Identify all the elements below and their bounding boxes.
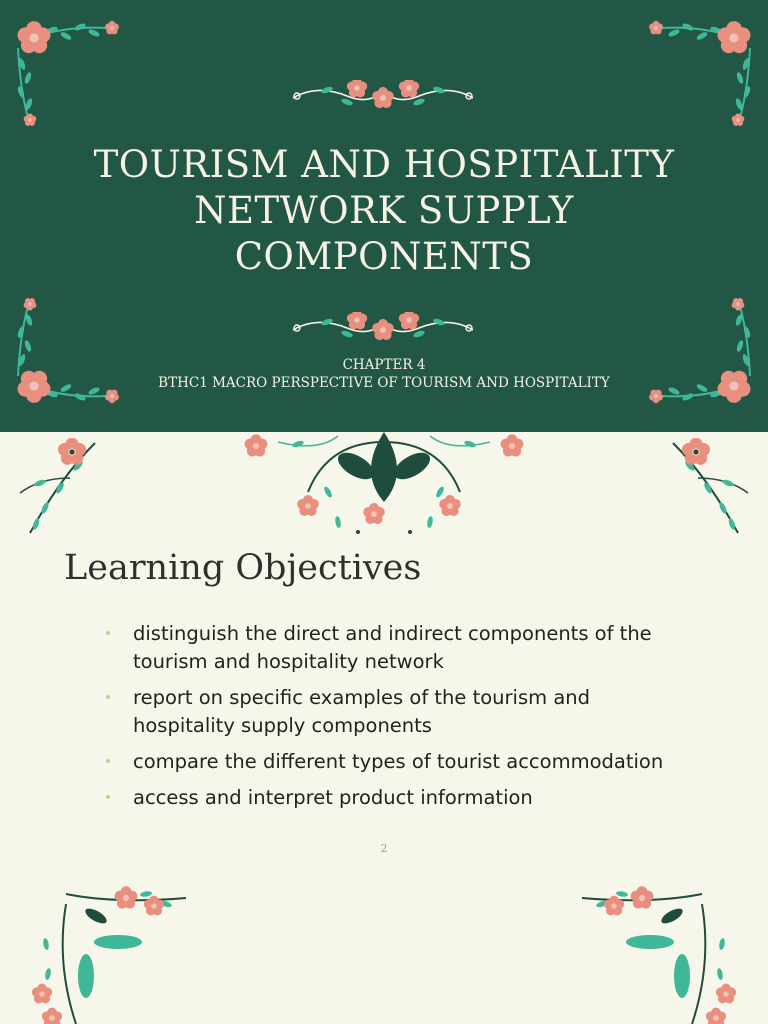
floral-spray-right — [668, 438, 768, 548]
objective-text: report on specific examples of the tourism and hospitality supply components — [133, 686, 591, 737]
list-item — [104, 784, 684, 812]
bullet-icon: • — [104, 690, 113, 706]
objectives-list — [104, 620, 684, 820]
section-heading: Learning Objectives — [64, 548, 422, 588]
objective-text: access and interpret product information — [133, 786, 533, 809]
corner-floral-bottom-left — [26, 884, 206, 1024]
list-item — [104, 620, 684, 676]
title-slide — [0, 0, 768, 432]
objective-text: distinguish the direct and indirect components of the tourism and hospitality network — [133, 622, 652, 673]
bullet-icon: • — [104, 754, 113, 770]
page-number: 2 — [380, 842, 388, 855]
course-label: BTHC1 MACRO PERSPECTIVE OF TOURISM AND HOSPITALITY — [158, 375, 610, 391]
floral-divider-bottom — [287, 312, 481, 346]
floral-centerpiece — [238, 432, 530, 550]
bullet-icon: • — [104, 790, 113, 806]
objective-text: compare the different types of tourist accommodation — [133, 750, 664, 773]
floral-spray-left — [0, 438, 100, 548]
list-item — [104, 748, 684, 776]
slide-title-line: NETWORK SUPPLY — [194, 189, 574, 232]
corner-floral-top-right — [640, 8, 760, 128]
slide-title-line: COMPONENTS — [234, 235, 534, 278]
slide-title-line: TOURISM AND HOSPITALITY — [93, 143, 675, 186]
chapter-label: CHAPTER 4 — [342, 357, 426, 373]
corner-floral-top-left — [8, 8, 128, 128]
list-item — [104, 684, 684, 740]
next-slide-preview — [0, 866, 768, 1024]
objectives-slide — [0, 432, 768, 866]
floral-divider-top — [287, 80, 481, 114]
slide-title — [0, 142, 768, 280]
bullet-icon: • — [104, 626, 113, 642]
corner-floral-bottom-right — [562, 884, 742, 1024]
